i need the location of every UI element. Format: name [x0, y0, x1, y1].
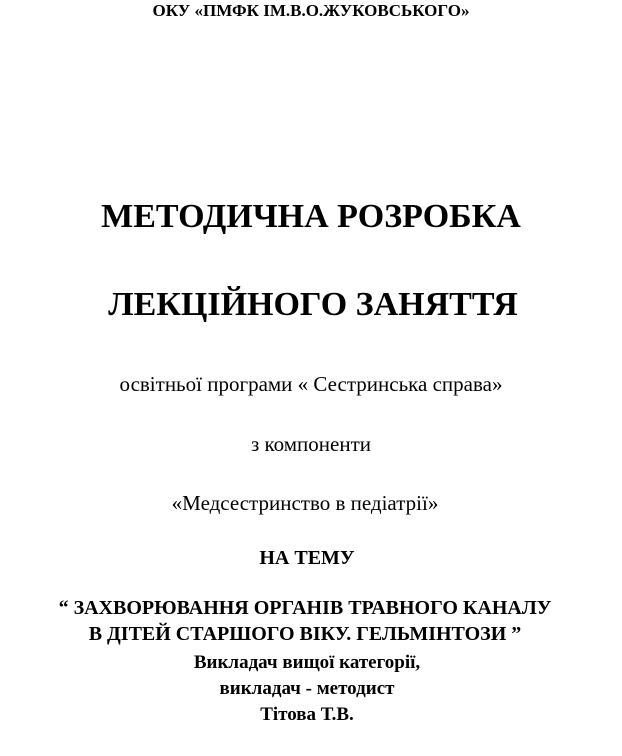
- author-position-1: Викладач вищої категорії,: [193, 652, 421, 673]
- document-title-line-1: МЕТОДИЧНА РОЗРОБКА: [101, 198, 521, 235]
- component-label: з компоненти: [250, 432, 372, 456]
- topic-line-2: В ДІТЕЙ СТАРШОГО ВІКУ. ГЕЛЬМІНТОЗИ ”: [88, 623, 522, 645]
- component-name: «Медсестринство в педіатрії»: [171, 491, 439, 515]
- document-title-line-2: ЛЕКЦІЙНОГО ЗАНЯТТЯ: [108, 286, 518, 323]
- theme-label: НА ТЕМУ: [259, 547, 355, 569]
- institution-name: ОКУ «ПМФК ІМ.В.О.ЖУКОВСЬКОГО»: [152, 1, 470, 20]
- topic-line-1: “ ЗАХВОРЮВАННЯ ОРГАНІВ ТРАВНОГО КАНАЛУ: [58, 597, 552, 619]
- author-position-2: викладач - методист: [219, 678, 395, 699]
- program-name: освітньої програми « Сестринська справа»: [119, 372, 503, 396]
- author-name: Тітова Т.В.: [260, 704, 354, 725]
